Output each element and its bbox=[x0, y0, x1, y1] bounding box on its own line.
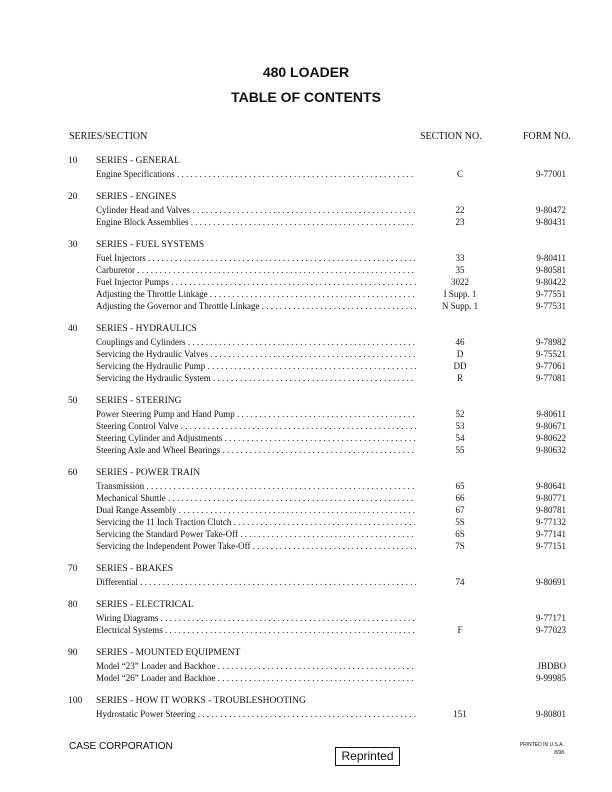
section-number: F bbox=[457, 625, 463, 635]
section-number: 6S bbox=[455, 529, 465, 539]
series-title: SERIES - MOUNTED EQUIPMENT bbox=[96, 648, 241, 658]
form-number: 9-80641 bbox=[536, 481, 566, 491]
form-number: 9-80781 bbox=[536, 505, 566, 515]
section-number: 5S bbox=[455, 517, 465, 527]
document-subtitle: TABLE OF CONTENTS bbox=[231, 89, 381, 105]
section-number: D bbox=[456, 349, 464, 359]
series-title: SERIES - HYDRAULICS bbox=[96, 324, 197, 334]
section-number: 35 bbox=[455, 265, 465, 275]
entry-title: Servicing the 11 Inch Traction Clutch . . . bbox=[96, 517, 416, 527]
form-number: 9-77081 bbox=[536, 373, 566, 383]
section-number: 74 bbox=[455, 577, 465, 587]
column-header-section: SECTION NO. bbox=[420, 131, 482, 142]
form-number: 9-80411 bbox=[536, 253, 566, 263]
form-number: 9-80581 bbox=[536, 265, 566, 275]
toc-entry bbox=[96, 277, 596, 289]
toc-entry bbox=[96, 445, 596, 457]
section-number: DD bbox=[453, 361, 467, 371]
print-date: 8/98 bbox=[554, 750, 564, 756]
entry-title: Fuel Injector Pumps . . . bbox=[96, 277, 416, 287]
toc-entry bbox=[96, 337, 596, 349]
toc-entry bbox=[96, 517, 596, 529]
series-number: 60 bbox=[68, 468, 78, 478]
entry-title: Dual Range Assembly . . . bbox=[96, 505, 416, 515]
series-title: SERIES - BRAKES bbox=[96, 564, 174, 574]
section-number: 22 bbox=[455, 205, 465, 215]
toc-entry bbox=[96, 301, 596, 313]
series-number: 90 bbox=[68, 648, 78, 658]
entry-title: Model “26” Loader and Backhoe . . . bbox=[96, 673, 416, 683]
entry-title: Servicing the Hydraulic System . . . bbox=[96, 373, 416, 383]
entry-title: Servicing the Hydraulic Pump . . . bbox=[96, 361, 416, 371]
entry-title: Carburetor . . . bbox=[96, 265, 416, 275]
toc-entry bbox=[96, 205, 596, 217]
section-number: 23 bbox=[455, 217, 465, 227]
series-number: 80 bbox=[68, 600, 78, 610]
section-number: 33 bbox=[455, 253, 465, 263]
toc-entry bbox=[96, 409, 596, 421]
section-number: 7S bbox=[455, 541, 465, 551]
form-number: 9-77551 bbox=[536, 289, 566, 299]
entry-title: Engine Specifications . . . bbox=[96, 169, 416, 179]
series-number: 20 bbox=[68, 192, 78, 202]
toc-entry bbox=[96, 613, 596, 625]
section-number: 3022 bbox=[451, 277, 469, 287]
section-number: 53 bbox=[455, 421, 465, 431]
form-number: 9-77151 bbox=[536, 541, 566, 551]
form-number: 9-80771 bbox=[536, 493, 566, 503]
entry-title: Steering Cylinder and Adjustments . . . bbox=[96, 433, 416, 443]
form-number: 9-80691 bbox=[536, 577, 566, 587]
entry-title: Engine Block Assemblies . . . bbox=[96, 217, 416, 227]
form-number: JBDBO bbox=[537, 661, 566, 671]
series-number: 70 bbox=[68, 564, 78, 574]
toc-entry bbox=[96, 505, 596, 517]
toc-entry bbox=[96, 349, 596, 361]
printed-in-usa: PRINTED IN U.S.A. bbox=[519, 742, 564, 748]
series-number: 30 bbox=[68, 240, 78, 250]
series-title: SERIES - POWER TRAIN bbox=[96, 468, 201, 478]
form-number: 9-80422 bbox=[536, 277, 566, 287]
column-header-form: FORM NO. bbox=[523, 131, 571, 142]
series-title: SERIES - ENGINES bbox=[96, 192, 177, 202]
series-title: SERIES - FUEL SYSTEMS bbox=[96, 240, 205, 250]
series-number: 40 bbox=[68, 324, 78, 334]
form-number: 9-80622 bbox=[536, 433, 566, 443]
toc-entry bbox=[96, 433, 596, 445]
series-title: SERIES - HOW IT WORKS - TROUBLESHOOTING bbox=[96, 696, 306, 706]
entry-title: Transmission . . . bbox=[96, 481, 416, 491]
toc-entry bbox=[96, 661, 596, 673]
form-number: 9-77001 bbox=[536, 169, 566, 179]
entry-title: Servicing the Hydraulic Valves . . . bbox=[96, 349, 416, 359]
column-header-series: SERIES/SECTION bbox=[69, 131, 148, 142]
section-number: N Supp. 1 bbox=[441, 301, 479, 311]
series-number: 10 bbox=[68, 156, 78, 166]
form-number: 9-77141 bbox=[536, 529, 566, 539]
section-number: 46 bbox=[455, 337, 465, 347]
toc-entry bbox=[96, 217, 596, 229]
document-title: 480 LOADER bbox=[262, 64, 350, 80]
form-number: 9-80611 bbox=[536, 409, 566, 419]
toc-entry bbox=[96, 361, 596, 373]
toc-entry bbox=[96, 481, 596, 493]
entry-title: Model “23” Loader and Backhoe . . . bbox=[96, 661, 416, 671]
form-number: 9-75521 bbox=[536, 349, 566, 359]
toc-entry bbox=[96, 673, 596, 685]
section-number: C bbox=[456, 169, 463, 179]
toc-entry bbox=[96, 253, 596, 265]
section-number: 55 bbox=[455, 445, 465, 455]
entry-title: Adjusting the Governor and Throttle Linkage . . . bbox=[96, 301, 416, 311]
reprinted-stamp: Reprinted bbox=[335, 747, 400, 766]
entry-title: Electrical Systems . . . bbox=[96, 625, 416, 635]
series-number: 50 bbox=[68, 396, 78, 406]
section-number: R bbox=[456, 373, 463, 383]
entry-title: Hydrostatic Power Steering . . . bbox=[96, 709, 416, 719]
entry-title: Power Steering Pump and Hand Pump . . . bbox=[96, 409, 416, 419]
section-number: 54 bbox=[455, 433, 465, 443]
form-number: 9-80632 bbox=[536, 445, 566, 455]
form-number: 9-80671 bbox=[536, 421, 566, 431]
series-number: 100 bbox=[68, 696, 83, 706]
entry-title: Steering Control Valve . . . bbox=[96, 421, 416, 431]
toc-entry bbox=[96, 625, 596, 637]
toc-entry bbox=[96, 529, 596, 541]
form-number: 9-78982 bbox=[536, 337, 566, 347]
form-number: 9-77023 bbox=[536, 625, 566, 635]
company-name: CASE CORPORATION bbox=[69, 741, 173, 752]
toc-entry bbox=[96, 265, 596, 277]
entry-title: Adjusting the Throttle Linkage . . . bbox=[96, 289, 416, 299]
section-number: 66 bbox=[455, 493, 465, 503]
section-number: 65 bbox=[455, 481, 465, 491]
form-number: 9-77531 bbox=[536, 301, 566, 311]
form-number: 9-80431 bbox=[536, 217, 566, 227]
series-title: SERIES - ELECTRICAL bbox=[96, 600, 194, 610]
form-number: 9-80472 bbox=[536, 205, 566, 215]
series-title: SERIES - GENERAL bbox=[96, 156, 180, 166]
entry-title: Couplings and Cylinders . . . bbox=[96, 337, 416, 347]
entry-title: Differential . . . bbox=[96, 577, 416, 587]
section-number: I Supp. 1 bbox=[443, 289, 477, 299]
toc-entry bbox=[96, 577, 596, 589]
series-title: SERIES - STEERING bbox=[96, 396, 182, 406]
form-number: 9-77132 bbox=[536, 517, 566, 527]
entry-title: Mechanical Shuttle . . . bbox=[96, 493, 416, 503]
toc-entry bbox=[96, 289, 596, 301]
entry-title: Steering Axle and Wheel Bearings . . . bbox=[96, 445, 416, 455]
entry-title: Servicing the Standard Power Take-Off . . . bbox=[96, 529, 416, 539]
toc-entry bbox=[96, 421, 596, 433]
form-number: 9-99985 bbox=[536, 673, 566, 683]
entry-title: Fuel Injectors . . . bbox=[96, 253, 416, 263]
entry-title: Wiring Diagrams . . . bbox=[96, 613, 416, 623]
toc-entry bbox=[96, 493, 596, 505]
toc-entry bbox=[96, 373, 596, 385]
entry-title: Cylinder Head and Valves . . . bbox=[96, 205, 416, 215]
entry-title: Servicing the Independent Power Take-Off . . . bbox=[96, 541, 416, 551]
toc-entry bbox=[96, 541, 596, 553]
toc-entry bbox=[96, 169, 596, 181]
form-number: 9-77171 bbox=[536, 613, 566, 623]
section-number: 52 bbox=[455, 409, 465, 419]
section-number: 67 bbox=[455, 505, 465, 515]
form-number: 9-80801 bbox=[536, 709, 566, 719]
toc-entry bbox=[96, 709, 596, 721]
section-number: 151 bbox=[453, 709, 467, 719]
form-number: 9-77061 bbox=[536, 361, 566, 371]
